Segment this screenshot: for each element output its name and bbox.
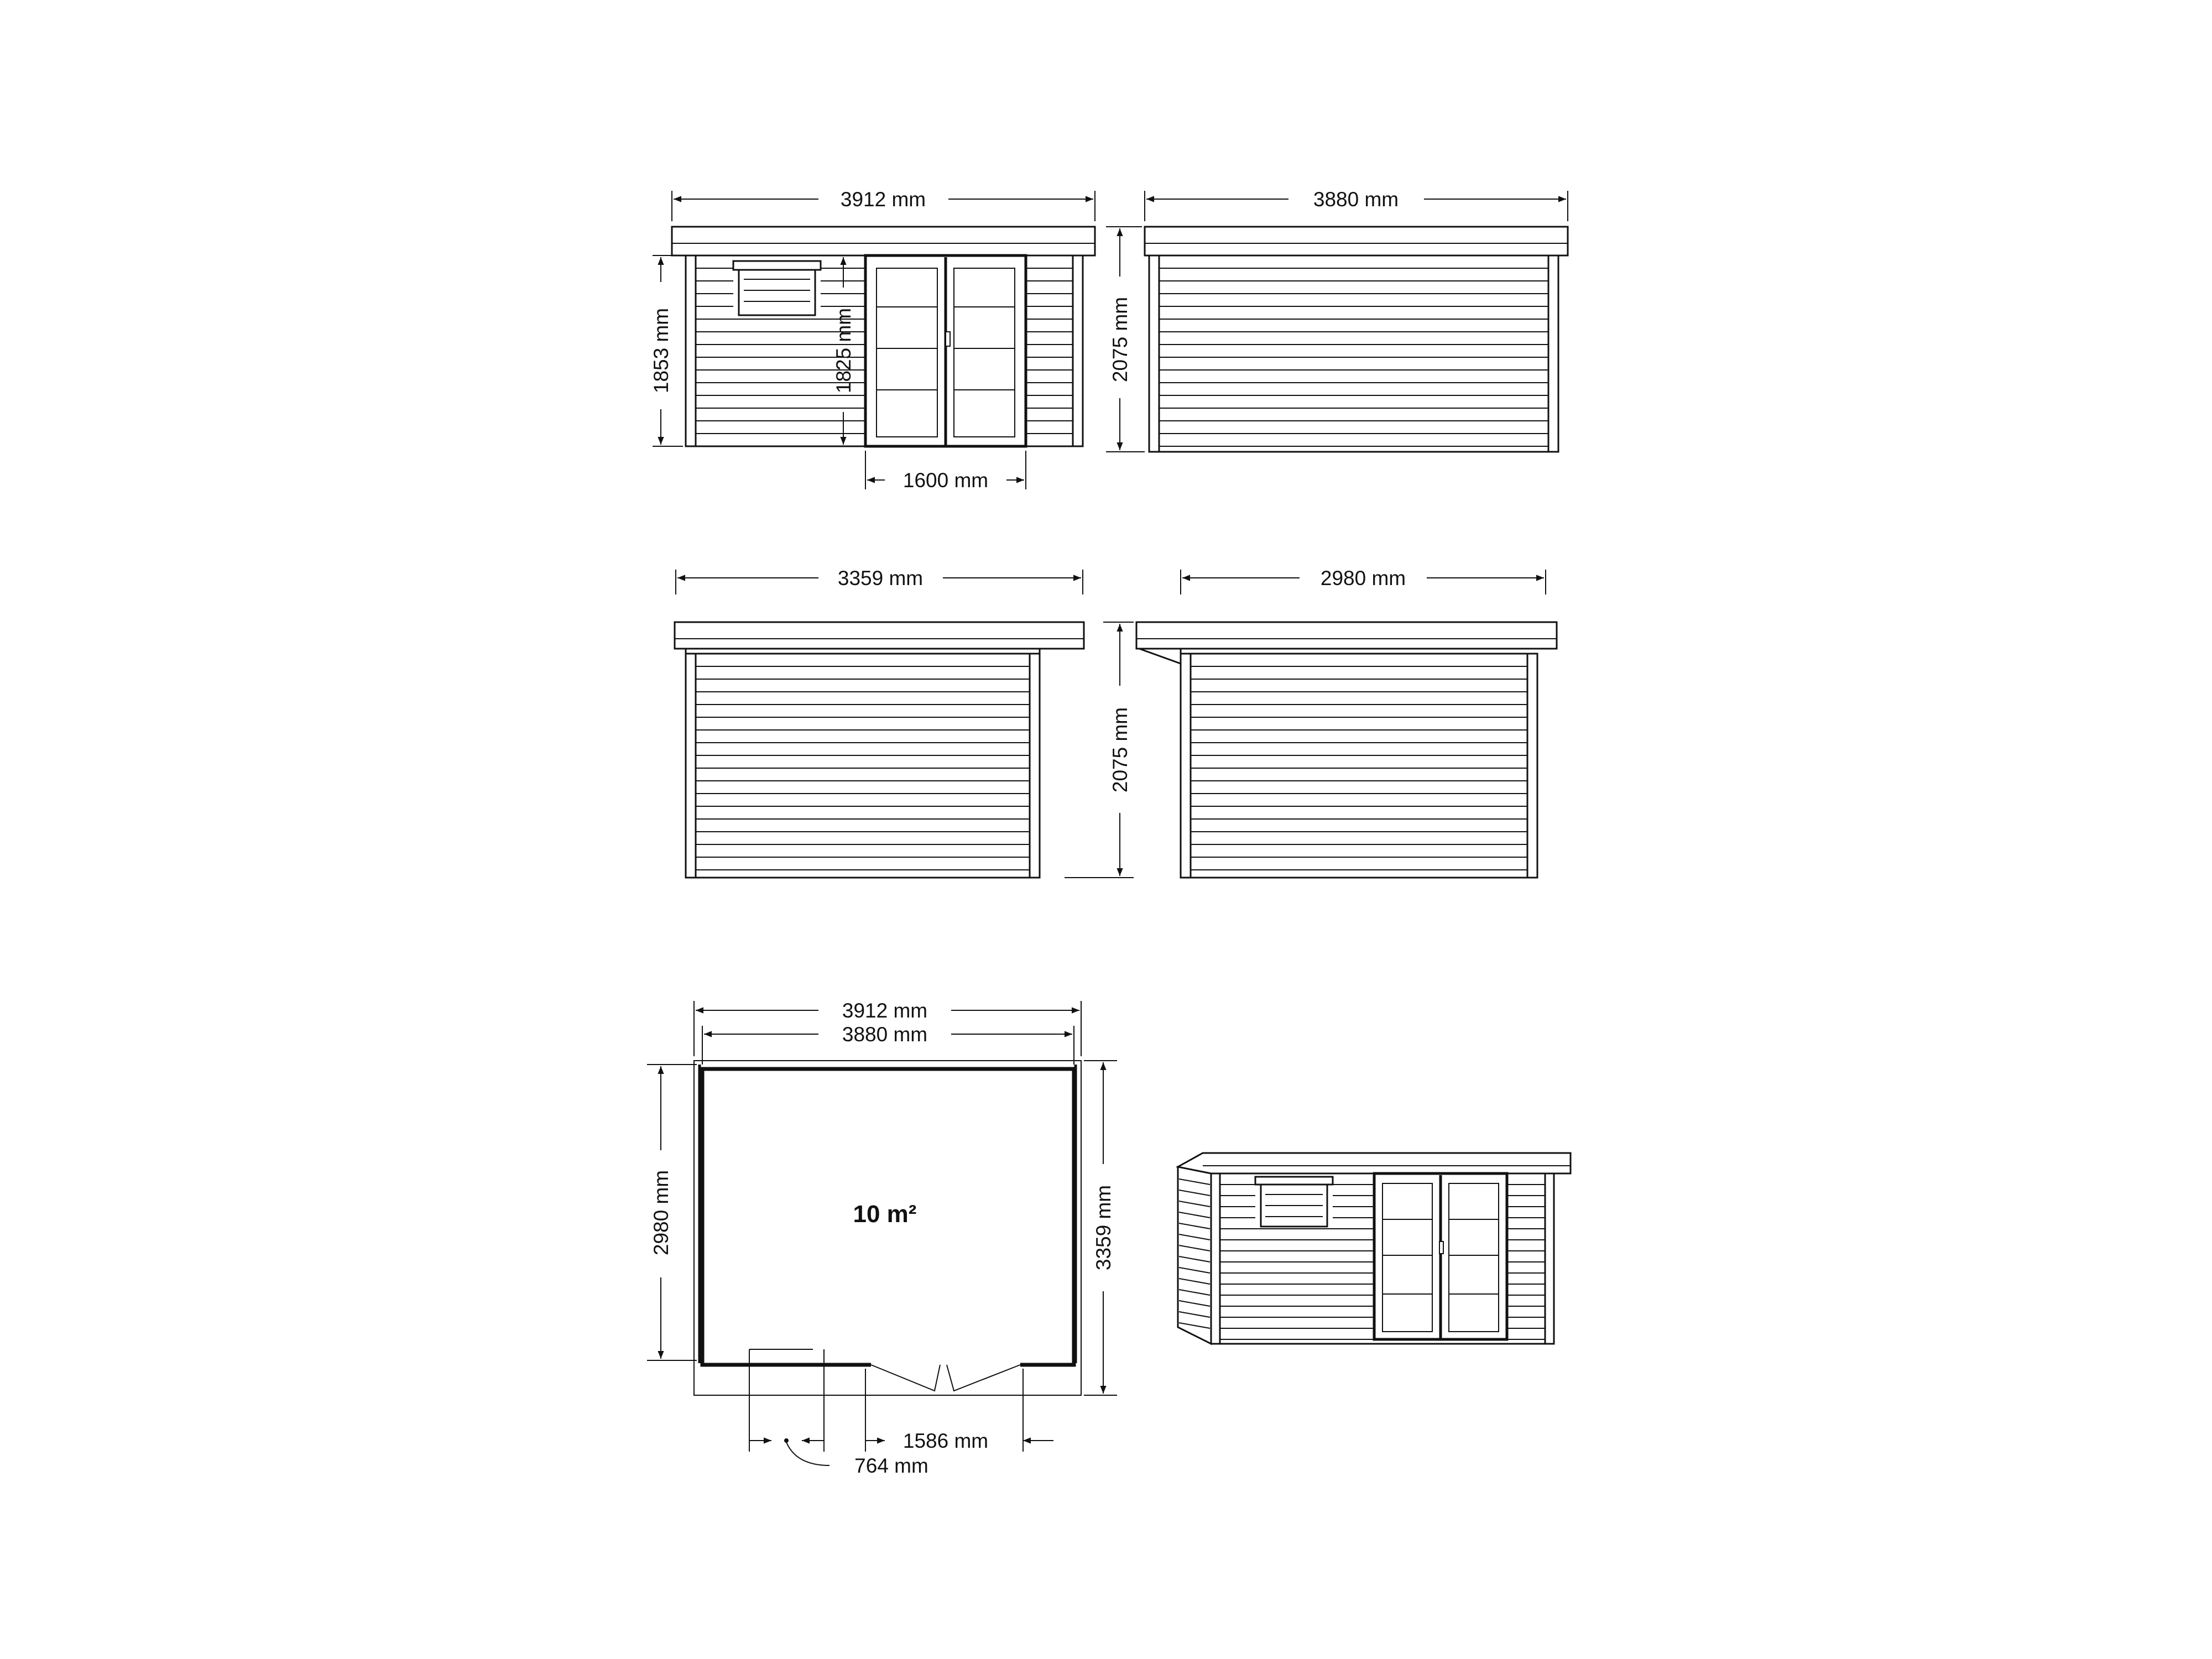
front-width-label: 3912 mm — [840, 188, 926, 211]
plan-roof-width-label: 3912 mm — [842, 999, 928, 1022]
floor-plan — [647, 999, 1117, 1477]
left-side-width-label: 3359 mm — [837, 567, 924, 589]
perspective-double-door — [1374, 1173, 1507, 1339]
front-roof — [672, 227, 1095, 255]
right-side-roof — [1136, 622, 1557, 649]
floor-area-label: 10 m² — [853, 1201, 917, 1228]
perspective-window — [1255, 1177, 1333, 1227]
front-window — [733, 261, 821, 315]
right-side-view — [1065, 567, 1557, 878]
plan-inner-depth-label: 2980 mm — [650, 1170, 672, 1256]
front-double-door — [865, 255, 1026, 446]
left-side-roof — [675, 622, 1084, 649]
back-width-label: 3880 mm — [1313, 188, 1399, 211]
plan-door-opening-label: 1586 mm — [902, 1430, 989, 1452]
perspective-roof — [1178, 1153, 1571, 1173]
back-view — [1106, 188, 1568, 452]
plan-roof-depth-label: 3359 mm — [1092, 1185, 1115, 1271]
back-wall — [1149, 255, 1558, 452]
back-height-label: 2075 mm — [1109, 296, 1131, 383]
plan-wall-width-label: 3880 mm — [842, 1023, 928, 1046]
perspective-view — [1178, 1153, 1571, 1344]
right-side-height-label: 2075 mm — [1109, 707, 1131, 793]
right-side-width-label: 2980 mm — [1320, 567, 1406, 589]
door-handle-icon — [946, 332, 950, 346]
front-view — [650, 188, 1095, 492]
door-height-label: 1825 mm — [832, 307, 855, 394]
back-roof — [1145, 227, 1568, 255]
roof-bracket — [1139, 649, 1181, 664]
plan-door-swing — [871, 1365, 1020, 1391]
plan-window-offset-label: 764 mm — [854, 1454, 928, 1477]
left-side-view — [675, 567, 1084, 878]
door-width-label: 1600 mm — [902, 469, 989, 492]
front-wall-height-label: 1853 mm — [650, 307, 672, 394]
